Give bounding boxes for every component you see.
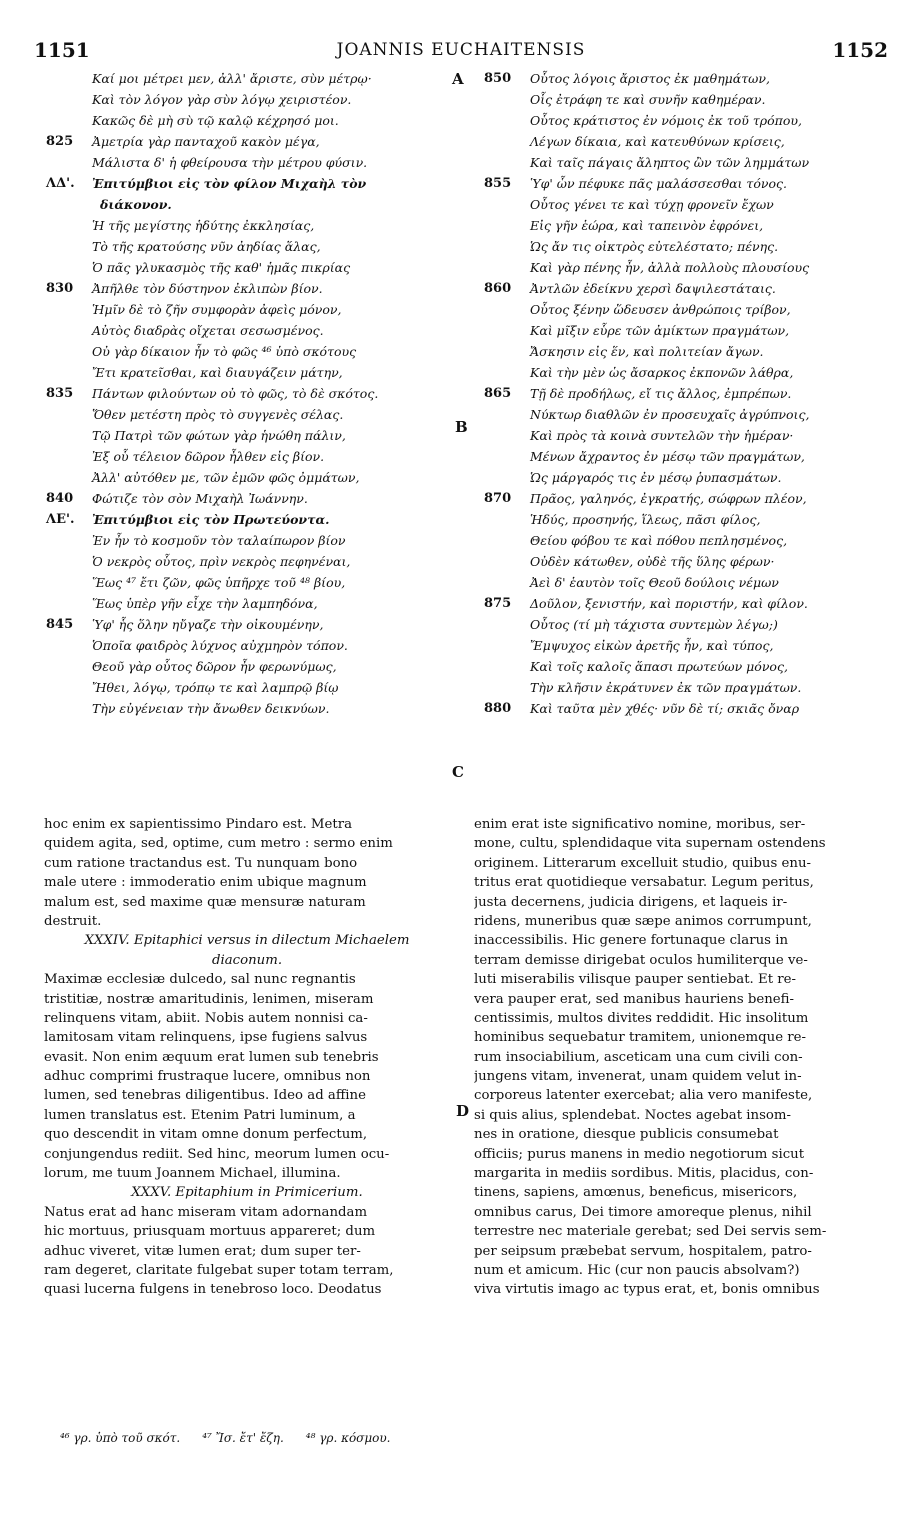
footnotes: [60, 1431, 413, 1445]
verse-line: [46, 236, 466, 257]
verse-text: Ἤθει, λόγῳ, τρόπῳ τε καὶ λαμπρῷ βίῳ: [92, 680, 339, 695]
verse-text: Ὑφ' ἧς ὅλην ηὔγαζε τὴν οἰκουμένην,: [92, 617, 324, 632]
greek-column-right: [484, 68, 894, 719]
verse-line: [484, 278, 894, 299]
line-number: 870: [484, 491, 512, 506]
verse-line: [484, 425, 894, 446]
verse-line: [46, 446, 466, 467]
latin-line: lumen, sed tenebras diligentibus. Ideo ad affine: [44, 1088, 366, 1104]
verse-line: [46, 425, 466, 446]
verse-line: [484, 194, 894, 215]
verse-text: Κακῶς δὲ μὴ σὺ τῷ καλῷ κέχρησό μοι.: [92, 113, 339, 128]
verse-line: [484, 530, 894, 551]
line-number: 850: [484, 71, 512, 86]
latin-line: mone, cultu, splendidaque vita supernam ostendens: [474, 836, 826, 852]
verse-line: [46, 593, 466, 614]
verse-line: [46, 488, 466, 509]
margin-letter-c: C: [452, 763, 464, 781]
latin-line: nes in oratione, diesque publicis consumebat: [474, 1127, 779, 1143]
verse-text: Αὐτὸς διαδρὰς οἴχεται σεσωσμένος.: [92, 323, 324, 338]
line-number: ΛΔ'.: [46, 176, 75, 191]
verse-text: Οὗτος κράτιστος ἐν νόμοις ἐκ τοῦ τρόπου,: [530, 113, 802, 128]
margin-letter-a: A: [452, 70, 464, 88]
latin-line: jungens vitam, invenerat, unam quidem velut in-: [474, 1069, 802, 1085]
latin-line: hominibus sequebatur tramitem, unionemque re-: [474, 1030, 807, 1046]
verse-line: [46, 110, 466, 131]
verse-line: [46, 635, 466, 656]
latin-line: omnibus carus, Dei timore amoreque plenus, nihil: [474, 1204, 812, 1220]
verse-text: Καὶ τὸν λόγον γὰρ σὺν λόγῳ χειριστέον.: [92, 92, 352, 107]
latin-line: cum ratione tractandus est. Tu nunquam bono: [44, 855, 358, 871]
verse-text: Ἀπῆλθε τὸν δύστηνον ἐκλιπὼν βίον.: [92, 281, 323, 296]
footnote: ⁴⁸ γρ. κόσμου.: [305, 1431, 391, 1445]
latin-line: justa decernens, judicia dirigens, et laqueis ir-: [474, 894, 788, 910]
verse-line: [484, 593, 894, 614]
latin-line: Natus erat ad hanc miseram vitam adornandam: [44, 1204, 368, 1220]
verse-line: [484, 656, 894, 677]
latin-line: adhuc comprimi frustraque lucere, omnibus non: [44, 1069, 371, 1085]
verse-text: Πρᾶος, γαληνός, ἐγκρατής, σώφρων πλέον,: [530, 491, 807, 506]
latin-line: officiis; purus manens in medio negotiorum sicut: [474, 1146, 805, 1162]
line-number: 865: [484, 386, 512, 401]
verse-line: [484, 467, 894, 488]
verse-text: Τῷ Πατρὶ τῶν φώτων γὰρ ἡνώθη πάλιν,: [92, 428, 346, 443]
page-header: [34, 38, 888, 66]
line-number: 825: [46, 134, 74, 149]
verse-text: Ὡς ἄν τις οἰκτρὸς εὐτελέστατο; πένης.: [530, 239, 779, 254]
line-number: 845: [46, 617, 74, 632]
verse-text: Ὅθεν μετέστη πρὸς τὸ συγγενὲς σέλας.: [92, 407, 344, 422]
verse-text: Ἐπιτύμβιοι εἰς τὸν Πρωτεύοντα.: [92, 512, 330, 527]
latin-line: conjungendus rediit. Sed hinc, meorum lumen ocu-: [44, 1146, 390, 1162]
running-title: JOANNIS EUCHAITENSIS: [336, 40, 586, 60]
latin-line: tristitiæ, nostræ amaritudinis, lenimen, miseram: [44, 991, 374, 1007]
verse-text: Ἄσκησιν εἰς ἕν, καὶ πολιτείαν ἄγων.: [530, 344, 764, 359]
verse-line: [484, 551, 894, 572]
latin-line: ram degeret, claritate fulgebat super totam terram,: [44, 1262, 394, 1278]
verse-text: Ἔτι κρατεῖσθαι, καὶ διαυγάζειν μάτην,: [92, 365, 343, 380]
latin-line: lorum, me tuum Joannem Michael, illumina.: [44, 1166, 341, 1182]
line-number: 860: [484, 281, 512, 296]
verse-line: [484, 362, 894, 383]
verse-text: Θείου φόβου τε καὶ πόθου πεπλησμένος,: [530, 533, 788, 548]
verse-line: [46, 89, 466, 110]
latin-line: evasit. Non enim æquum erat lumen sub tenebris: [44, 1049, 379, 1065]
line-number: 830: [46, 281, 74, 296]
verse-line: [46, 551, 466, 572]
footnote: ⁴⁶ γρ. ὑπὸ τοῦ σκότ.: [60, 1431, 181, 1445]
verse-text: Οὗτος (τί μὴ τάχιστα συντεμὼν λέγω;): [530, 617, 778, 632]
latin-line: centissimis, multos divites reddidit. Hic insolitum: [474, 1010, 809, 1026]
section-heading: [46, 509, 466, 530]
verse-text: Ἐπιτύμβιοι εἰς τὸν φίλον Μιχαὴλ τὸν: [92, 176, 367, 191]
latin-column-right: [474, 815, 888, 1300]
verse-text: Τὸ τῆς κρατούσης νῦν ἀηδίας ἅλας,: [92, 239, 321, 254]
verse-text: Καί μοι μέτρει μεν, ἀλλ' ἄριστε, σὺν μέτρῳ·: [92, 71, 372, 86]
verse-line: [46, 362, 466, 383]
verse-line: [484, 110, 894, 131]
latin-line: terrestre nec materiale gerebat; sed Dei servis sem-: [474, 1224, 827, 1240]
verse-text: Ἀλλ' αὐτόθεν με, τῶν ἐμῶν φῶς ὀμμάτων,: [92, 470, 360, 485]
verse-line: [484, 677, 894, 698]
verse-text: Οὗτος γένει τε καὶ τύχῃ φρονεῖν ἔχων: [530, 197, 774, 212]
verse-line: [46, 68, 466, 89]
greek-column-left: [46, 68, 466, 719]
verse-line: [484, 320, 894, 341]
verse-line: [484, 698, 894, 719]
latin-line: relinquens vitam, abiit. Nobis autem nonnisi ca-: [44, 1010, 368, 1026]
verse-line: [484, 89, 894, 110]
verse-line: [484, 131, 894, 152]
line-number: 880: [484, 701, 512, 716]
verse-line: [484, 68, 894, 89]
verse-text: Οὗτος λόγοις ἄριστος ἐκ μαθημάτων,: [530, 71, 770, 86]
verse-line: [46, 698, 466, 719]
verse-line: [484, 383, 894, 404]
verse-line: [484, 173, 894, 194]
latin-column-left: [44, 815, 450, 1300]
verse-text: Ἐξ οὗ τέλειον δῶρον ἦλθεν εἰς βίον.: [92, 449, 325, 464]
verse-text: Ὑφ' ὧν πέφυκε πᾶς μαλάσσεσθαι τόνος.: [530, 176, 787, 191]
verse-text: Ὁ πᾶς γλυκασμὸς τῆς καθ' ἡμᾶς πικρίας: [92, 260, 351, 275]
verse-line: [484, 236, 894, 257]
verse-text: Ἔμψυχος εἰκὼν ἀρετῆς ἦν, καὶ τύπος,: [530, 638, 774, 653]
verse-text: Μάλιστα δ' ἡ φθείρουσα τὴν μέτρου φύσιν.: [92, 155, 368, 170]
line-number: 835: [46, 386, 74, 401]
latin-line: margarita in mediis sordibus. Mitis, placidus, con-: [474, 1166, 814, 1182]
margin-letter-b: B: [455, 418, 468, 436]
verse-line: [484, 446, 894, 467]
latin-heading: diaconum.: [211, 952, 283, 968]
latin-line: tritus erat quotidieque versabatur. Legum peritus,: [474, 875, 814, 891]
latin-line: viva virtutis imago ac typus erat, et, bonis omnibus: [474, 1282, 820, 1298]
verse-line: [484, 299, 894, 320]
page-number-left: 1151: [34, 38, 90, 62]
verse-text: Ἕως ὑπὲρ γῆν εἶχε τὴν λαμπηδόνα,: [92, 596, 318, 611]
latin-line: corporeus latenter exercebat; alia vero manifeste,: [474, 1088, 813, 1104]
latin-line: vera pauper erat, sed manibus hauriens benefi-: [474, 991, 795, 1007]
line-number: ΛΕ'.: [46, 512, 75, 527]
verse-text: Λέγων δίκαια, καὶ κατευθύνων κρίσεις,: [530, 134, 785, 149]
verse-line: [484, 614, 894, 635]
verse-text: Οὗτος ξένην ὥδευσεν ἀνθρώποις τρίβον,: [530, 302, 791, 317]
verse-text: Ἐν ἦν τὸ κοσμοῦν τὸν ταλαίπωρον βίον: [92, 533, 346, 548]
verse-line: [46, 404, 466, 425]
verse-text: Καὶ πρὸς τὰ κοινὰ συντελῶν τὴν ἡμέραν·: [530, 428, 794, 443]
verse-line: [46, 677, 466, 698]
verse-line: [46, 278, 466, 299]
verse-line: [46, 383, 466, 404]
verse-line: [46, 614, 466, 635]
latin-line: malum est, sed maxime quæ mensuræ naturam: [44, 894, 366, 910]
verse-text: Ὁποῖα φαιδρὸς λύχνος αὐχμηρὸν τόπον.: [92, 638, 348, 653]
section-heading: [46, 194, 466, 215]
verse-text: Ἕως ⁴⁷ ἔτι ζῶν, φῶς ὑπῆρχε τοῦ ⁴⁸ βίου,: [92, 575, 346, 590]
verse-line: [46, 341, 466, 362]
verse-line: [46, 152, 466, 173]
latin-line: si quis alius, splendebat. Noctes agebat insom-: [474, 1107, 792, 1123]
latin-line: quo descendit in vitam omne donum perfectum,: [44, 1127, 368, 1143]
latin-line: hoc enim ex sapientissimo Pindaro est. Metra: [44, 817, 353, 832]
latin-line: enim erat iste significativo nomine, moribus, ser-: [474, 817, 806, 832]
latin-line: ridens, muneribus quæ sæpe animos corrumpunt,: [474, 913, 812, 929]
verse-text: Θεοῦ γὰρ οὗτος δῶρον ἦν φερωνύμως,: [92, 659, 337, 674]
latin-line: quasi lucerna fulgens in tenebroso loco. Deodatus: [44, 1282, 382, 1298]
verse-text: Ἡδύς, προσηνής, ἵλεως, πᾶσι φίλος,: [530, 512, 761, 527]
verse-line: [46, 467, 466, 488]
verse-text: Πάντων φιλούντων οὐ τὸ φῶς, τὸ δὲ σκότος.: [92, 386, 379, 401]
latin-line: destruit.: [44, 913, 102, 929]
latin-line: num et amicum. Hic (cur non paucis absolvam?): [474, 1262, 800, 1278]
verse-text: Καὶ γὰρ πένης ἦν, ἀλλὰ πολλοὺς πλουσίους: [530, 260, 810, 275]
line-number: 855: [484, 176, 512, 191]
latin-line: tinens, sapiens, amœnus, beneficus, misericors,: [474, 1185, 798, 1201]
verse-line: [46, 299, 466, 320]
latin-line: lumen translatus est. Etenim Patri luminum, a: [44, 1107, 356, 1123]
verse-text: Μένων ἄχραντος ἐν μέσῳ τῶν πραγμάτων,: [530, 449, 805, 464]
latin-line: originem. Litterarum excelluit studio, quibus enu-: [474, 855, 812, 871]
verse-line: [484, 341, 894, 362]
verse-line: [484, 215, 894, 236]
latin-line: luti miserabilis vilisque pauper sentiebat. Et re-: [474, 972, 796, 988]
latin-line: Maximæ ecclesiæ dulcedo, sal nunc regnantis: [44, 972, 356, 988]
verse-text: Καὶ τοῖς καλοῖς ἅπασι πρωτεύων μόνος,: [530, 659, 788, 674]
verse-line: [484, 488, 894, 509]
verse-line: [46, 572, 466, 593]
verse-line: [484, 572, 894, 593]
latin-line: per seipsum præbebat servum, hospitalem, patro-: [474, 1243, 812, 1259]
verse-line: [46, 320, 466, 341]
line-number: 840: [46, 491, 74, 506]
latin-line: terram demisse dirigebat oculos humiliterque ve-: [474, 952, 808, 968]
verse-text: Νύκτωρ διαθλῶν ἐν προσευχαῖς ἀγρύπνοις,: [530, 407, 810, 422]
verse-text: Ἀμετρία γὰρ πανταχοῦ κακὸν μέγα,: [92, 134, 320, 149]
verse-line: [46, 530, 466, 551]
latin-line: lamitosam vitam relinquens, ipse fugiens salvus: [44, 1030, 368, 1046]
verse-text: Ἀεὶ δ' ἑαυτὸν τοῖς Θεοῦ δούλοις νέμων: [530, 575, 779, 590]
verse-line: [46, 131, 466, 152]
verse-text: Καὶ ταῦτα μὲν χθές· νῦν δὲ τί; σκιᾶς ὄναρ: [530, 701, 800, 716]
verse-text: Καὶ ταῖς πάγαις ἄληπτος ὢν τῶν λημμάτων: [530, 155, 810, 170]
footnote: ⁴⁷ Ἴσ. ἔτ' ἔζη.: [202, 1431, 284, 1445]
verse-line: [484, 635, 894, 656]
verse-line: [484, 257, 894, 278]
latin-line: inaccessibilis. Hic genere fortunaque clarus in: [474, 933, 789, 949]
margin-letter-d: D: [456, 1102, 470, 1120]
verse-line: [484, 509, 894, 530]
verse-text: Εἰς γῆν ἑώρα, καὶ ταπεινὸν ἐφρόνει,: [530, 218, 764, 233]
verse-line: [46, 215, 466, 236]
verse-text: Τὴν κλῆσιν ἐκράτυνεν ἐκ τῶν πραγμάτων.: [530, 680, 802, 695]
verse-text: Οὐ γὰρ δίκαιον ἦν τὸ φῶς ⁴⁶ ὑπὸ σκότους: [92, 344, 357, 359]
page-number-right: 1152: [832, 38, 888, 62]
latin-line: rum insociabilium, asceticam una cum civili con-: [474, 1049, 803, 1065]
latin-line: quidem agita, sed, optime, cum metro : sermo enim: [44, 836, 393, 852]
latin-line: hic mortuus, priusquam mortuus appareret; dum: [44, 1224, 376, 1240]
section-heading: [46, 173, 466, 194]
verse-text: διάκονον.: [100, 197, 172, 212]
verse-text: Δοῦλον, ξενιστήν, καὶ ποριστήν, καὶ φίλον.: [530, 596, 808, 611]
latin-heading: XXXV. Epitaphium in Primicerium.: [131, 1185, 363, 1201]
verse-text: Ὁ νεκρὸς οὗτος, πρὶν νεκρὸς πεφηνέναι,: [92, 554, 351, 569]
latin-line: adhuc viveret, vitæ lumen erat; dum super ter-: [44, 1243, 361, 1259]
verse-text: Καὶ τὴν μὲν ὡς ἄσαρκος ἐκπονῶν λάθρα,: [530, 365, 794, 380]
verse-text: Ἀντλῶν ἐδείκνυ χερσὶ δαψιλεστάταις.: [530, 281, 776, 296]
verse-text: Φώτιζε τὸν σὸν Μιχαὴλ Ἰωάννην.: [92, 491, 308, 506]
latin-heading: XXXIV. Epitaphici versus in dilectum Michaelem: [84, 933, 410, 949]
verse-text: Ὡς μάργαρός τις ἐν μέσῳ ῥυπασμάτων.: [530, 470, 782, 485]
verse-text: Ἡμῖν δὲ τὸ ζῆν συμφορὰν ἀφεὶς μόνον,: [92, 302, 342, 317]
line-number: 875: [484, 596, 512, 611]
verse-text: Ἡ τῆς μεγίστης ἡδύτης ἐκκλησίας,: [92, 218, 315, 233]
latin-line: male utere : immoderatio enim ubique magnum: [44, 875, 367, 891]
verse-text: Οἷς ἐτράφη τε καὶ συνῆν καθημέραν.: [530, 92, 766, 107]
verse-line: [484, 152, 894, 173]
verse-text: Οὐδὲν κάτωθεν, οὐδὲ τῆς ὕλης φέρων·: [530, 554, 775, 569]
verse-line: [46, 656, 466, 677]
verse-text: Καὶ μῖξιν εὗρε τῶν ἀμίκτων πραγμάτων,: [530, 323, 790, 338]
verse-line: [484, 404, 894, 425]
verse-text: Τὴν εὐγένειαν τὴν ἄνωθεν δεικνύων.: [92, 701, 330, 716]
verse-line: [46, 257, 466, 278]
verse-text: Τῇ δὲ προδήλως, εἴ τις ἄλλος, ἐμπρέπων.: [530, 386, 792, 401]
